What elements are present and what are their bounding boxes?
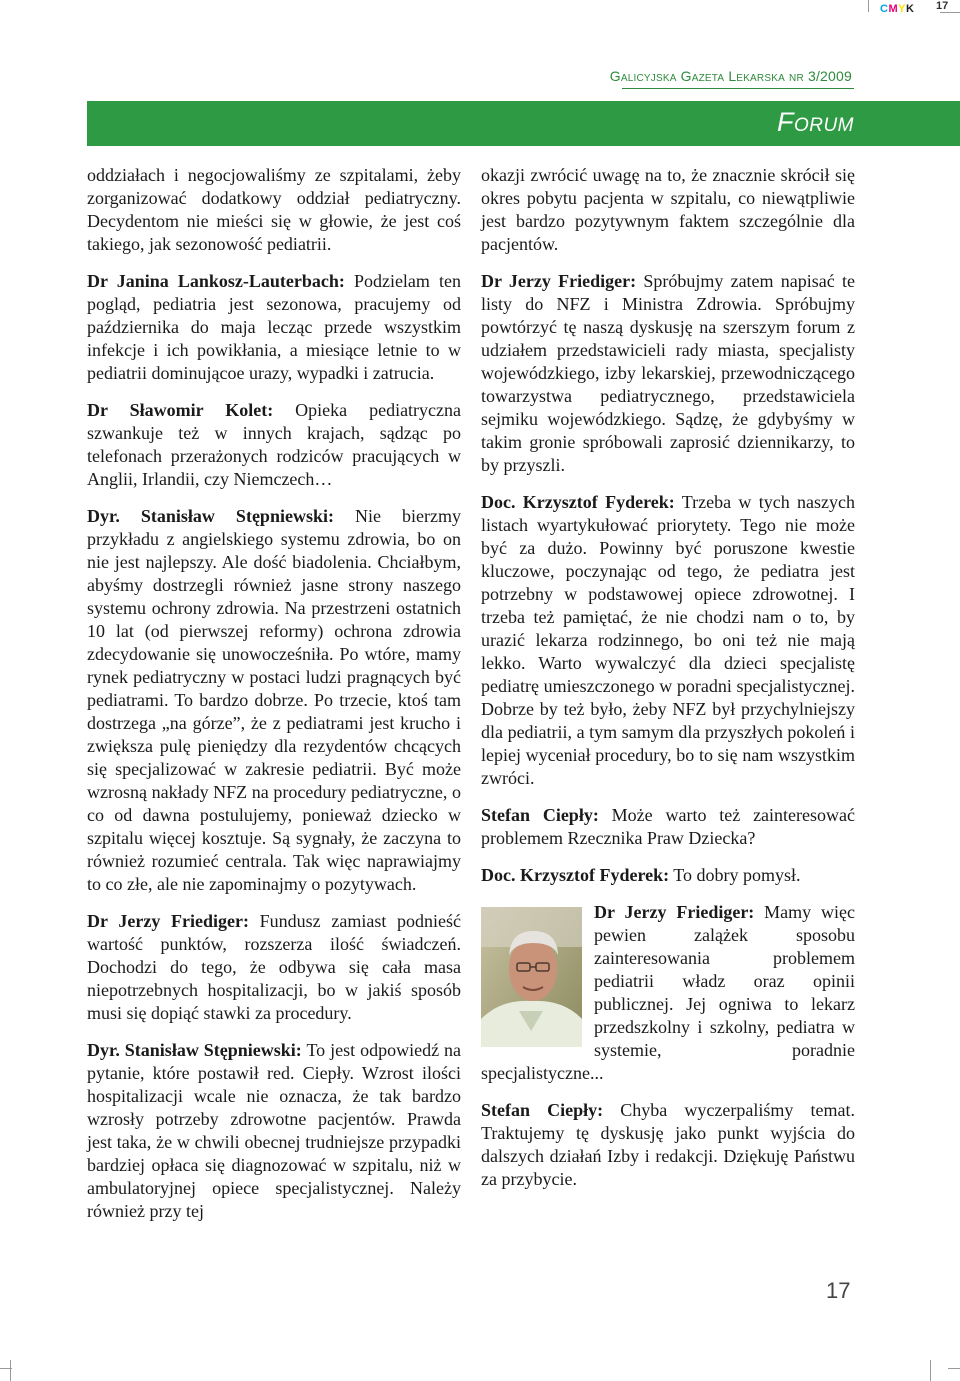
portrait-photo: [481, 907, 582, 1047]
cmyk-y: Y: [898, 3, 906, 15]
paragraph-text: To jest odpowiedź na pytanie, które postawił red. Ciepły. Wzrost ilości hospitalizacji wcale nie oznacza, że tak bardzo wzrosły potrzeby zdrowotne pacjentów. Prawda jest taka, że w chwili obecnej trudniejsze przypadki bardziej opłaca się diagnozować w szpitalu, niż w ambulatoryjnej opiece specjalistycznej. Należy również przy tej: [87, 1040, 462, 1221]
paragraph-text: Opieka pediatryczna szwankuje też w innych krajach, sądząc po telefonach przerażonych rodziców pracujących w Anglii, Irlandii, czy Niemczech…: [87, 400, 462, 489]
cmyk-k: K: [905, 3, 915, 15]
paragraph: [87, 399, 461, 491]
paragraph: [87, 1039, 461, 1223]
paragraph: [87, 164, 461, 256]
paragraph-text: Trzeba w tych naszych listach wyartykułować priorytety. Tego nie może być za dużo. Powinny być poruszone kwestie kluczowe, poczynając od tego, że pediatra jest potrzebny w podstawowej opiece zdrowotnej. I trzeba też pamiętać, że nie chodzi nam o to, by urazić lekarza rodzinnego, bo oni też nie mają lekko. Warto wywalczyć dla dzieci specjalistę pediatrę umieszczonego w poradni specjalistycznej. Dobrze by też było, żeby NFZ był przychylniejszy dla pediatrii, a tym samym dla przyszłych pokoleń i lepiej wyceniał procedury, bo to się nam wszystkim zwróci.: [481, 492, 855, 788]
speaker: Stefan Ciepły:: [481, 805, 599, 825]
speaker: Doc. Krzysztof Fyderek:: [481, 492, 675, 512]
paragraph: [481, 804, 855, 850]
crop-mark: [940, 12, 960, 13]
crop-mark: [868, 0, 869, 12]
speaker: Dr Jerzy Friediger:: [594, 902, 755, 922]
speaker: Dyr. Stanisław Stępniewski:: [87, 1040, 302, 1060]
paragraph-text: Spróbujmy zatem napisać te listy do NFZ i Ministra Zdrowia. Spróbujmy powtórzyć tę naszą dyskusję na szerszym forum z udziałem przedstawicieli rady miasta, specjalisty wojewódzkiego, izby lekarskiej, przewodniczącego towarzystwa pediatrycznego, przedstawiciela sejmiku wojewódzkiego. Sądzę, że gdybyśmy w takim gronie spróbowali zaprosić dziennikarzy, to by przyszli.: [481, 271, 855, 475]
speaker: Dr Sławomir Kolet:: [87, 400, 274, 420]
speaker: Dyr. Stanisław Stępniewski:: [87, 506, 334, 526]
paragraph: [87, 505, 461, 896]
paragraph: [481, 270, 855, 477]
top-page-number: 17: [936, 0, 949, 12]
paragraph-text: Mamy więc pewien zalążek sposobu zainteresowania problemem pediatrii władz oraz opinii publicznej. Jej ogniwa to lekarz przedszkolny i szkolny, pediatra w systemie, poradnie specjalistyczne...: [481, 902, 856, 1083]
paragraph: [87, 270, 461, 385]
paragraph-text: okazji zwrócić uwagę na to, że znacznie skrócił się okres pobytu pacjenta w szpitalu, co niewątpliwie jest bardzo pozytywnym faktem szczególnie dla pacjentów.: [481, 165, 855, 254]
speaker: Doc. Krzysztof Fyderek:: [481, 865, 670, 885]
paragraph-text: Podzielam ten pogląd, pediatria jest sezonowa, pracujemy od października do maja lecząc przede wszystkim infekcje i ich powikłania, a miesiące letnie to w pediatrii dominującoe urazy, wypadki i zatrucia.: [87, 271, 461, 383]
crop-mark: [930, 1360, 931, 1381]
paragraph: [87, 910, 461, 1025]
paragraph: [481, 864, 855, 887]
paragraph-text: Może warto też zainteresować problemem Rzecznika Praw Dziecka?: [481, 805, 856, 848]
right-column: [481, 164, 855, 1205]
header-divider: [622, 88, 854, 89]
paragraph-text: To dobry pomysł.: [673, 865, 801, 885]
crop-mark: [10, 1360, 11, 1381]
paragraph: [481, 901, 855, 1085]
section-band: [87, 101, 960, 146]
speaker: Dr Jerzy Friediger:: [481, 271, 637, 291]
section-title: Forum: [776, 107, 854, 137]
paragraph: [481, 491, 855, 790]
page-number: 17: [826, 1278, 851, 1303]
cmyk-c: C: [880, 3, 889, 15]
speaker: Stefan Ciepły:: [481, 1100, 604, 1120]
crop-mark: [948, 1368, 960, 1369]
paragraph: [481, 1099, 855, 1191]
paragraph: [481, 164, 855, 256]
cmyk-m: M: [888, 3, 899, 15]
speaker: Dr Janina Lankosz-Lauterbach:: [87, 271, 345, 291]
speaker: Dr Jerzy Friediger:: [87, 911, 249, 931]
paragraph-text: Chyba wyczerpaliśmy temat. Traktujemy tę dyskusję jako punkt wyjścia do dalszych działań Izby i redakcji. Dziękuję Państwu za przybycie.: [481, 1100, 855, 1189]
paragraph-text: oddziałach i negocjowaliśmy ze szpitalami, żeby zorganizować dodatkowy oddział pediatryczny. Decydentom nie mieści się w głowie, że jest coś takiego, jak sezonowość pediatrii.: [87, 165, 461, 254]
cmyk-mark: [880, 3, 914, 15]
paragraph-text: Fundusz zamiast podnieść wartość punktów, rozszerza ilość świadczeń. Dochodzi do tego, że odbywa się cała masa niepotrzebnych hospitalizacji, bo w jakiś sposób musi się dopiąć stawki za procedury.: [87, 911, 461, 1023]
journal-title: Galicyjska Gazeta Lekarska nr 3/2009: [609, 68, 852, 84]
crop-mark: [0, 1368, 12, 1369]
paragraph-text: Nie bierzmy przykładu z angielskiego systemu zdrowia, bo on nie jest najlepszy. Ale dość biadolenia. Chciałbym, abyśmy dostrzegli również jasne strony naszego systemu ochrony zdrowia. Na przestrzeni ostatnich 10 lat (od pierwszej reformy) ochrona zdrowia zdecydowanie się unowocześniła. Po wtóre, mamy rynek pediatryczny w postaci ludzi pragnących być pediatrami. To bardzo dobrze. Po trzecie, ktoś tam dostrzega „na górze”, że z pediatrami jest krucho i zwiększa pulę pieniędzy dla rezydentów chcących się specjalizować w zakresie pediatrii. Być może wzrosną nakłady NFZ na procedury pediatryczne, o co od dawna postulujemy, ponieważ dziecko w szpitalu więcej kosztuje. Są sygnały, że zaczyna to również rozumieć centrala. Tak więc naprawiajmy to co złe, ale nie zapominajmy o pozytywach.: [87, 506, 462, 894]
left-column: [87, 164, 461, 1237]
